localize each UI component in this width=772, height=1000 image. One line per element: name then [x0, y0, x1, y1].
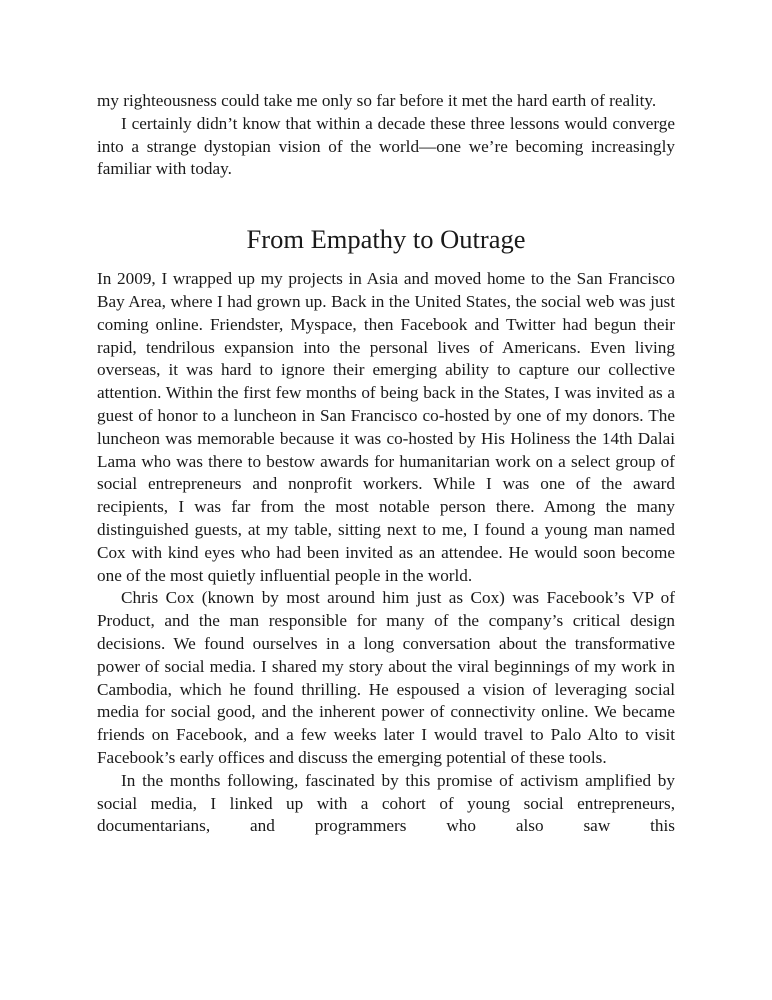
paragraph: In 2009, I wrapped up my projects in Asia and moved home to the San Francisco Bay Area, where I had grown up. Back in the United States, the social web was just coming online. Friendster, Myspace, then Facebook and Twitter had begun their rapid, tendrilous expansion into the personal lives of Americans. Even living overseas, it was hard to ignore their emerging ability to capture our collective attention. Within the first few months of being back in the States, I was invited as a guest of honor to a luncheon in San Francisco co-hosted by one of my donors. The luncheon was memorable because it was co-hosted by His Holiness the 14th Dalai Lama who was there to bestow awards for humanitarian work on a select group of social entrepreneurs and nonprofit workers. While I was one of the award recipients, I was far from the most notable person there. Among the many distinguished guests, at my table, sitting next to me, I found a young man named Cox with kind eyes who had been invited as an attendee. He would soon become one of the most quietly influential people in the world. — [97, 269, 675, 585]
paragraph-continued: my righteousness could take me only so far before it met the hard earth of reality. — [97, 91, 657, 110]
section-heading: From Empathy to Outrage — [246, 224, 526, 255]
paragraph: I certainly didn’t know that within a decade these three lessons would converge into a strange dystopian vision of the world—one we’re becoming increasingly familiar with today. — [97, 113, 675, 179]
paragraph: Chris Cox (known by most around him just as Cox) was Facebook’s VP of Product, and the man responsible for many of the company’s critical design decisions. We found ourselves in a long conversation about the transformative power of social media. I shared my story about the viral beginnings of my work in Cambodia, which he found thrilling. He espoused a vision of leveraging social media for social good, and the inherent power of connectivity online. We became friends on Facebook, and a few weeks later I would travel to Palo Alto to visit Facebook’s early offices and discuss the emerging potential of these tools. — [97, 588, 675, 767]
book-page — [97, 90, 675, 838]
paragraph-continues: In the months following, fascinated by this promise of activism amplified by social media, I linked up with a cohort of young social entrepreneurs, documentarians, and programmers who also saw this — [97, 770, 675, 836]
